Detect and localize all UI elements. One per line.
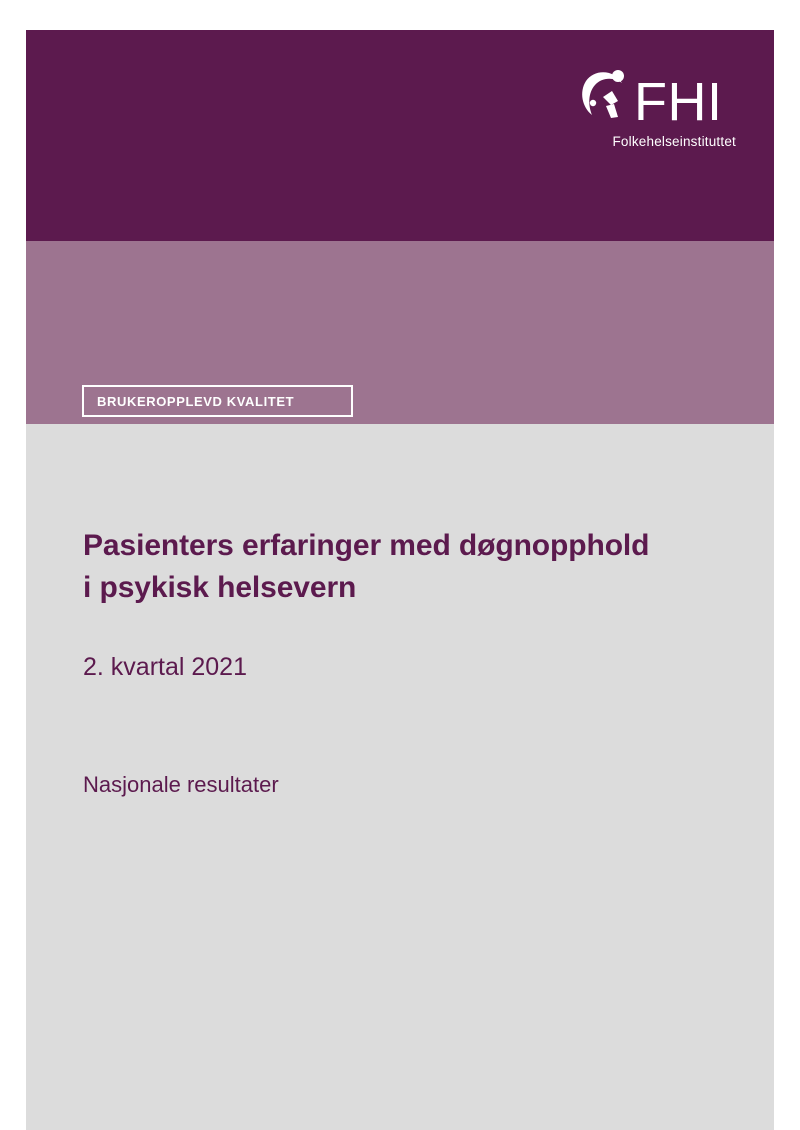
logo-wordmark: FHI	[634, 72, 723, 132]
series-label-text: BRUKEROPPLEVD KVALITET	[97, 393, 295, 409]
fhi-logo	[578, 63, 738, 168]
page-meta: Nasjonale resultater	[83, 772, 279, 797]
series-label-box	[82, 385, 353, 417]
page-title-line2: i psykisk helsevern	[83, 571, 357, 604]
logo-subtext: Folkehelseinstituttet	[612, 134, 736, 149]
fhi-figure-icon	[578, 67, 630, 129]
page-title	[83, 525, 743, 609]
page-subtitle: 2. kvartal 2021	[83, 653, 247, 681]
page-title-line1: Pasienters erfaringer med døgnopphold	[83, 529, 650, 562]
document-cover-page	[26, 30, 774, 1130]
logo-row	[578, 63, 738, 132]
